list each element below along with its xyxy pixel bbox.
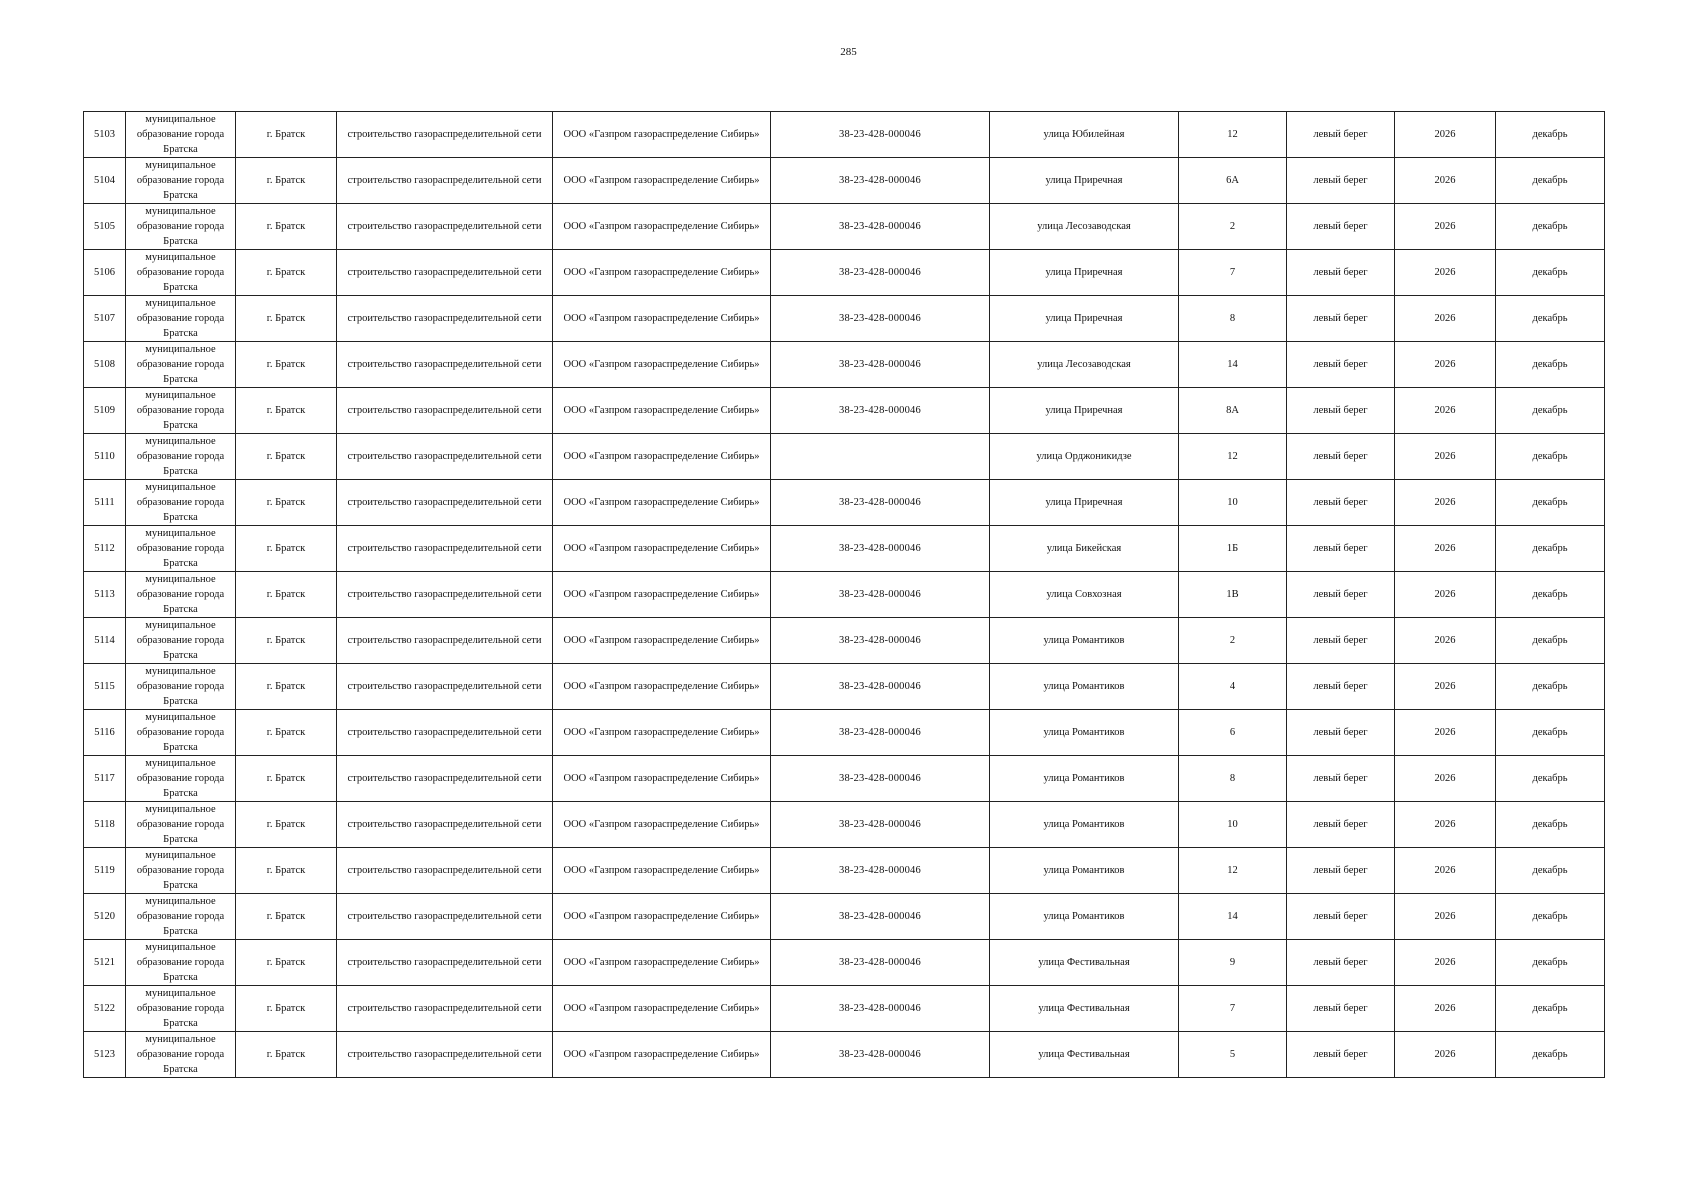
locality-cell: г. Братск [236,894,337,940]
year-cell: 2026 [1395,480,1496,526]
row-number: 5105 [84,204,126,250]
table-row [84,112,1605,158]
locality-cell: г. Братск [236,940,337,986]
table-row [84,894,1605,940]
district-cell: левый берег [1287,1032,1395,1078]
municipality-cell: муниципальное образование города Братска [126,618,236,664]
program-code-cell: 38-23-428-000046 [771,1032,990,1078]
street-cell: улица Бикейская [990,526,1179,572]
program-code-cell: 38-23-428-000046 [771,986,990,1032]
street-cell: улица Приречная [990,388,1179,434]
year-cell: 2026 [1395,526,1496,572]
work-type-cell: строительство газораспределительной сети [337,572,553,618]
month-cell: декабрь [1496,572,1605,618]
house-number-cell: 6 [1179,710,1287,756]
year-cell: 2026 [1395,296,1496,342]
program-code-cell: 38-23-428-000046 [771,618,990,664]
house-number-cell: 1В [1179,572,1287,618]
district-cell: левый берег [1287,158,1395,204]
work-type-cell: строительство газораспределительной сети [337,618,553,664]
year-cell: 2026 [1395,204,1496,250]
locality-cell: г. Братск [236,388,337,434]
month-cell: декабрь [1496,434,1605,480]
program-code-cell: 38-23-428-000046 [771,158,990,204]
district-cell: левый берег [1287,940,1395,986]
organization-cell: ООО «Газпром газораспределение Сибирь» [553,986,771,1032]
work-type-cell: строительство газораспределительной сети [337,434,553,480]
year-cell: 2026 [1395,618,1496,664]
street-cell: улица Романтиков [990,756,1179,802]
municipality-cell: муниципальное образование города Братска [126,572,236,618]
year-cell: 2026 [1395,342,1496,388]
house-number-cell: 8 [1179,756,1287,802]
municipality-cell: муниципальное образование города Братска [126,710,236,756]
district-cell: левый берег [1287,802,1395,848]
month-cell: декабрь [1496,342,1605,388]
program-code-cell: 38-23-428-000046 [771,802,990,848]
locality-cell: г. Братск [236,756,337,802]
row-number: 5123 [84,1032,126,1078]
table-row [84,848,1605,894]
street-cell: улица Приречная [990,296,1179,342]
table-row [84,296,1605,342]
locality-cell: г. Братск [236,986,337,1032]
table-row [84,572,1605,618]
month-cell: декабрь [1496,250,1605,296]
municipality-cell: муниципальное образование города Братска [126,756,236,802]
row-number: 5120 [84,894,126,940]
street-cell: улица Юбилейная [990,112,1179,158]
month-cell: декабрь [1496,1032,1605,1078]
year-cell: 2026 [1395,388,1496,434]
gasification-table [83,111,1605,1078]
month-cell: декабрь [1496,802,1605,848]
organization-cell: ООО «Газпром газораспределение Сибирь» [553,342,771,388]
month-cell: декабрь [1496,894,1605,940]
row-number: 5109 [84,388,126,434]
organization-cell: ООО «Газпром газораспределение Сибирь» [553,296,771,342]
work-type-cell: строительство газораспределительной сети [337,848,553,894]
house-number-cell: 1Б [1179,526,1287,572]
house-number-cell: 2 [1179,618,1287,664]
month-cell: декабрь [1496,388,1605,434]
year-cell: 2026 [1395,664,1496,710]
work-type-cell: строительство газораспределительной сети [337,112,553,158]
year-cell: 2026 [1395,112,1496,158]
municipality-cell: муниципальное образование города Братска [126,296,236,342]
municipality-cell: муниципальное образование города Братска [126,250,236,296]
locality-cell: г. Братск [236,618,337,664]
house-number-cell: 2 [1179,204,1287,250]
year-cell: 2026 [1395,756,1496,802]
program-code-cell: 38-23-428-000046 [771,250,990,296]
locality-cell: г. Братск [236,1032,337,1078]
program-code-cell: 38-23-428-000046 [771,112,990,158]
house-number-cell: 14 [1179,342,1287,388]
program-code-cell: 38-23-428-000046 [771,526,990,572]
street-cell: улица Фестивальная [990,986,1179,1032]
program-code-cell: 38-23-428-000046 [771,342,990,388]
district-cell: левый берег [1287,664,1395,710]
row-number: 5112 [84,526,126,572]
row-number: 5113 [84,572,126,618]
municipality-cell: муниципальное образование города Братска [126,1032,236,1078]
work-type-cell: строительство газораспределительной сети [337,388,553,434]
row-number: 5116 [84,710,126,756]
house-number-cell: 14 [1179,894,1287,940]
district-cell: левый берег [1287,710,1395,756]
organization-cell: ООО «Газпром газораспределение Сибирь» [553,848,771,894]
program-code-cell: 38-23-428-000046 [771,940,990,986]
district-cell: левый берег [1287,986,1395,1032]
locality-cell: г. Братск [236,342,337,388]
municipality-cell: муниципальное образование города Братска [126,158,236,204]
year-cell: 2026 [1395,894,1496,940]
organization-cell: ООО «Газпром газораспределение Сибирь» [553,802,771,848]
year-cell: 2026 [1395,434,1496,480]
work-type-cell: строительство газораспределительной сети [337,342,553,388]
district-cell: левый берег [1287,388,1395,434]
house-number-cell: 8 [1179,296,1287,342]
organization-cell: ООО «Газпром газораспределение Сибирь» [553,1032,771,1078]
street-cell: улица Романтиков [990,894,1179,940]
row-number: 5122 [84,986,126,1032]
street-cell: улица Приречная [990,158,1179,204]
street-cell: улица Лесозаводская [990,204,1179,250]
organization-cell: ООО «Газпром газораспределение Сибирь» [553,710,771,756]
program-code-cell: 38-23-428-000046 [771,756,990,802]
district-cell: левый берег [1287,296,1395,342]
table-row [84,1032,1605,1078]
row-number: 5103 [84,112,126,158]
table-row [84,204,1605,250]
locality-cell: г. Братск [236,848,337,894]
organization-cell: ООО «Газпром газораспределение Сибирь» [553,526,771,572]
year-cell: 2026 [1395,940,1496,986]
row-number: 5119 [84,848,126,894]
organization-cell: ООО «Газпром газораспределение Сибирь» [553,940,771,986]
locality-cell: г. Братск [236,572,337,618]
program-code-cell: 38-23-428-000046 [771,480,990,526]
street-cell: улица Романтиков [990,802,1179,848]
house-number-cell: 12 [1179,112,1287,158]
program-code-cell: 38-23-428-000046 [771,204,990,250]
program-code-cell: 38-23-428-000046 [771,388,990,434]
program-code-cell [771,434,990,480]
work-type-cell: строительство газораспределительной сети [337,894,553,940]
locality-cell: г. Братск [236,802,337,848]
district-cell: левый берег [1287,756,1395,802]
organization-cell: ООО «Газпром газораспределение Сибирь» [553,250,771,296]
house-number-cell: 7 [1179,986,1287,1032]
locality-cell: г. Братск [236,158,337,204]
month-cell: декабрь [1496,526,1605,572]
row-number: 5114 [84,618,126,664]
municipality-cell: муниципальное образование города Братска [126,940,236,986]
house-number-cell: 12 [1179,848,1287,894]
year-cell: 2026 [1395,158,1496,204]
month-cell: декабрь [1496,296,1605,342]
organization-cell: ООО «Газпром газораспределение Сибирь» [553,434,771,480]
program-code-cell: 38-23-428-000046 [771,894,990,940]
year-cell: 2026 [1395,710,1496,756]
house-number-cell: 7 [1179,250,1287,296]
month-cell: декабрь [1496,158,1605,204]
locality-cell: г. Братск [236,112,337,158]
street-cell: улица Орджоникидзе [990,434,1179,480]
program-code-cell: 38-23-428-000046 [771,664,990,710]
page-number: 285 [840,46,857,58]
locality-cell: г. Братск [236,526,337,572]
work-type-cell: строительство газораспределительной сети [337,526,553,572]
locality-cell: г. Братск [236,434,337,480]
work-type-cell: строительство газораспределительной сети [337,296,553,342]
year-cell: 2026 [1395,250,1496,296]
municipality-cell: муниципальное образование города Братска [126,894,236,940]
street-cell: улица Совхозная [990,572,1179,618]
month-cell: декабрь [1496,986,1605,1032]
district-cell: левый берег [1287,618,1395,664]
street-cell: улица Романтиков [990,710,1179,756]
month-cell: декабрь [1496,480,1605,526]
locality-cell: г. Братск [236,204,337,250]
district-cell: левый берег [1287,848,1395,894]
house-number-cell: 6А [1179,158,1287,204]
house-number-cell: 10 [1179,802,1287,848]
work-type-cell: строительство газораспределительной сети [337,756,553,802]
table-row [84,526,1605,572]
locality-cell: г. Братск [236,710,337,756]
year-cell: 2026 [1395,1032,1496,1078]
month-cell: декабрь [1496,664,1605,710]
row-number: 5111 [84,480,126,526]
organization-cell: ООО «Газпром газораспределение Сибирь» [553,664,771,710]
row-number: 5121 [84,940,126,986]
municipality-cell: муниципальное образование города Братска [126,112,236,158]
month-cell: декабрь [1496,112,1605,158]
organization-cell: ООО «Газпром газораспределение Сибирь» [553,204,771,250]
municipality-cell: муниципальное образование города Братска [126,664,236,710]
table-row [84,940,1605,986]
municipality-cell: муниципальное образование города Братска [126,434,236,480]
year-cell: 2026 [1395,572,1496,618]
month-cell: декабрь [1496,204,1605,250]
street-cell: улица Романтиков [990,664,1179,710]
program-code-cell: 38-23-428-000046 [771,848,990,894]
municipality-cell: муниципальное образование города Братска [126,802,236,848]
municipality-cell: муниципальное образование города Братска [126,848,236,894]
house-number-cell: 5 [1179,1032,1287,1078]
month-cell: декабрь [1496,618,1605,664]
row-number: 5117 [84,756,126,802]
table-row [84,618,1605,664]
organization-cell: ООО «Газпром газораспределение Сибирь» [553,894,771,940]
street-cell: улица Приречная [990,480,1179,526]
table-row [84,480,1605,526]
table-row [84,802,1605,848]
work-type-cell: строительство газораспределительной сети [337,802,553,848]
table-row [84,710,1605,756]
row-number: 5118 [84,802,126,848]
organization-cell: ООО «Газпром газораспределение Сибирь» [553,112,771,158]
table-row [84,250,1605,296]
municipality-cell: муниципальное образование города Братска [126,204,236,250]
organization-cell: ООО «Газпром газораспределение Сибирь» [553,756,771,802]
organization-cell: ООО «Газпром газораспределение Сибирь» [553,618,771,664]
municipality-cell: муниципальное образование города Братска [126,526,236,572]
work-type-cell: строительство газораспределительной сети [337,986,553,1032]
row-number: 5106 [84,250,126,296]
organization-cell: ООО «Газпром газораспределение Сибирь» [553,158,771,204]
district-cell: левый берег [1287,250,1395,296]
organization-cell: ООО «Газпром газораспределение Сибирь» [553,572,771,618]
locality-cell: г. Братск [236,480,337,526]
work-type-cell: строительство газораспределительной сети [337,710,553,756]
house-number-cell: 8А [1179,388,1287,434]
house-number-cell: 9 [1179,940,1287,986]
table-row [84,434,1605,480]
work-type-cell: строительство газораспределительной сети [337,204,553,250]
district-cell: левый берег [1287,894,1395,940]
table-row [84,986,1605,1032]
municipality-cell: муниципальное образование города Братска [126,342,236,388]
work-type-cell: строительство газораспределительной сети [337,480,553,526]
program-code-cell: 38-23-428-000046 [771,572,990,618]
district-cell: левый берег [1287,526,1395,572]
row-number: 5104 [84,158,126,204]
district-cell: левый берег [1287,572,1395,618]
municipality-cell: муниципальное образование города Братска [126,480,236,526]
table-row [84,756,1605,802]
row-number: 5108 [84,342,126,388]
year-cell: 2026 [1395,802,1496,848]
row-number: 5107 [84,296,126,342]
district-cell: левый берег [1287,204,1395,250]
municipality-cell: муниципальное образование города Братска [126,986,236,1032]
district-cell: левый берег [1287,434,1395,480]
district-cell: левый берег [1287,480,1395,526]
house-number-cell: 4 [1179,664,1287,710]
year-cell: 2026 [1395,848,1496,894]
table-row [84,342,1605,388]
house-number-cell: 12 [1179,434,1287,480]
month-cell: декабрь [1496,848,1605,894]
locality-cell: г. Братск [236,250,337,296]
work-type-cell: строительство газораспределительной сети [337,1032,553,1078]
program-code-cell: 38-23-428-000046 [771,710,990,756]
district-cell: левый берег [1287,112,1395,158]
street-cell: улица Приречная [990,250,1179,296]
month-cell: декабрь [1496,940,1605,986]
work-type-cell: строительство газораспределительной сети [337,158,553,204]
table-row [84,158,1605,204]
work-type-cell: строительство газораспределительной сети [337,940,553,986]
street-cell: улица Романтиков [990,848,1179,894]
table-row [84,664,1605,710]
program-code-cell: 38-23-428-000046 [771,296,990,342]
municipality-cell: муниципальное образование города Братска [126,388,236,434]
year-cell: 2026 [1395,986,1496,1032]
locality-cell: г. Братск [236,296,337,342]
house-number-cell: 10 [1179,480,1287,526]
organization-cell: ООО «Газпром газораспределение Сибирь» [553,388,771,434]
organization-cell: ООО «Газпром газораспределение Сибирь» [553,480,771,526]
table-row [84,388,1605,434]
row-number: 5110 [84,434,126,480]
work-type-cell: строительство газораспределительной сети [337,250,553,296]
month-cell: декабрь [1496,756,1605,802]
district-cell: левый берег [1287,342,1395,388]
street-cell: улица Фестивальная [990,940,1179,986]
work-type-cell: строительство газораспределительной сети [337,664,553,710]
row-number: 5115 [84,664,126,710]
locality-cell: г. Братск [236,664,337,710]
street-cell: улица Лесозаводская [990,342,1179,388]
street-cell: улица Фестивальная [990,1032,1179,1078]
month-cell: декабрь [1496,710,1605,756]
street-cell: улица Романтиков [990,618,1179,664]
